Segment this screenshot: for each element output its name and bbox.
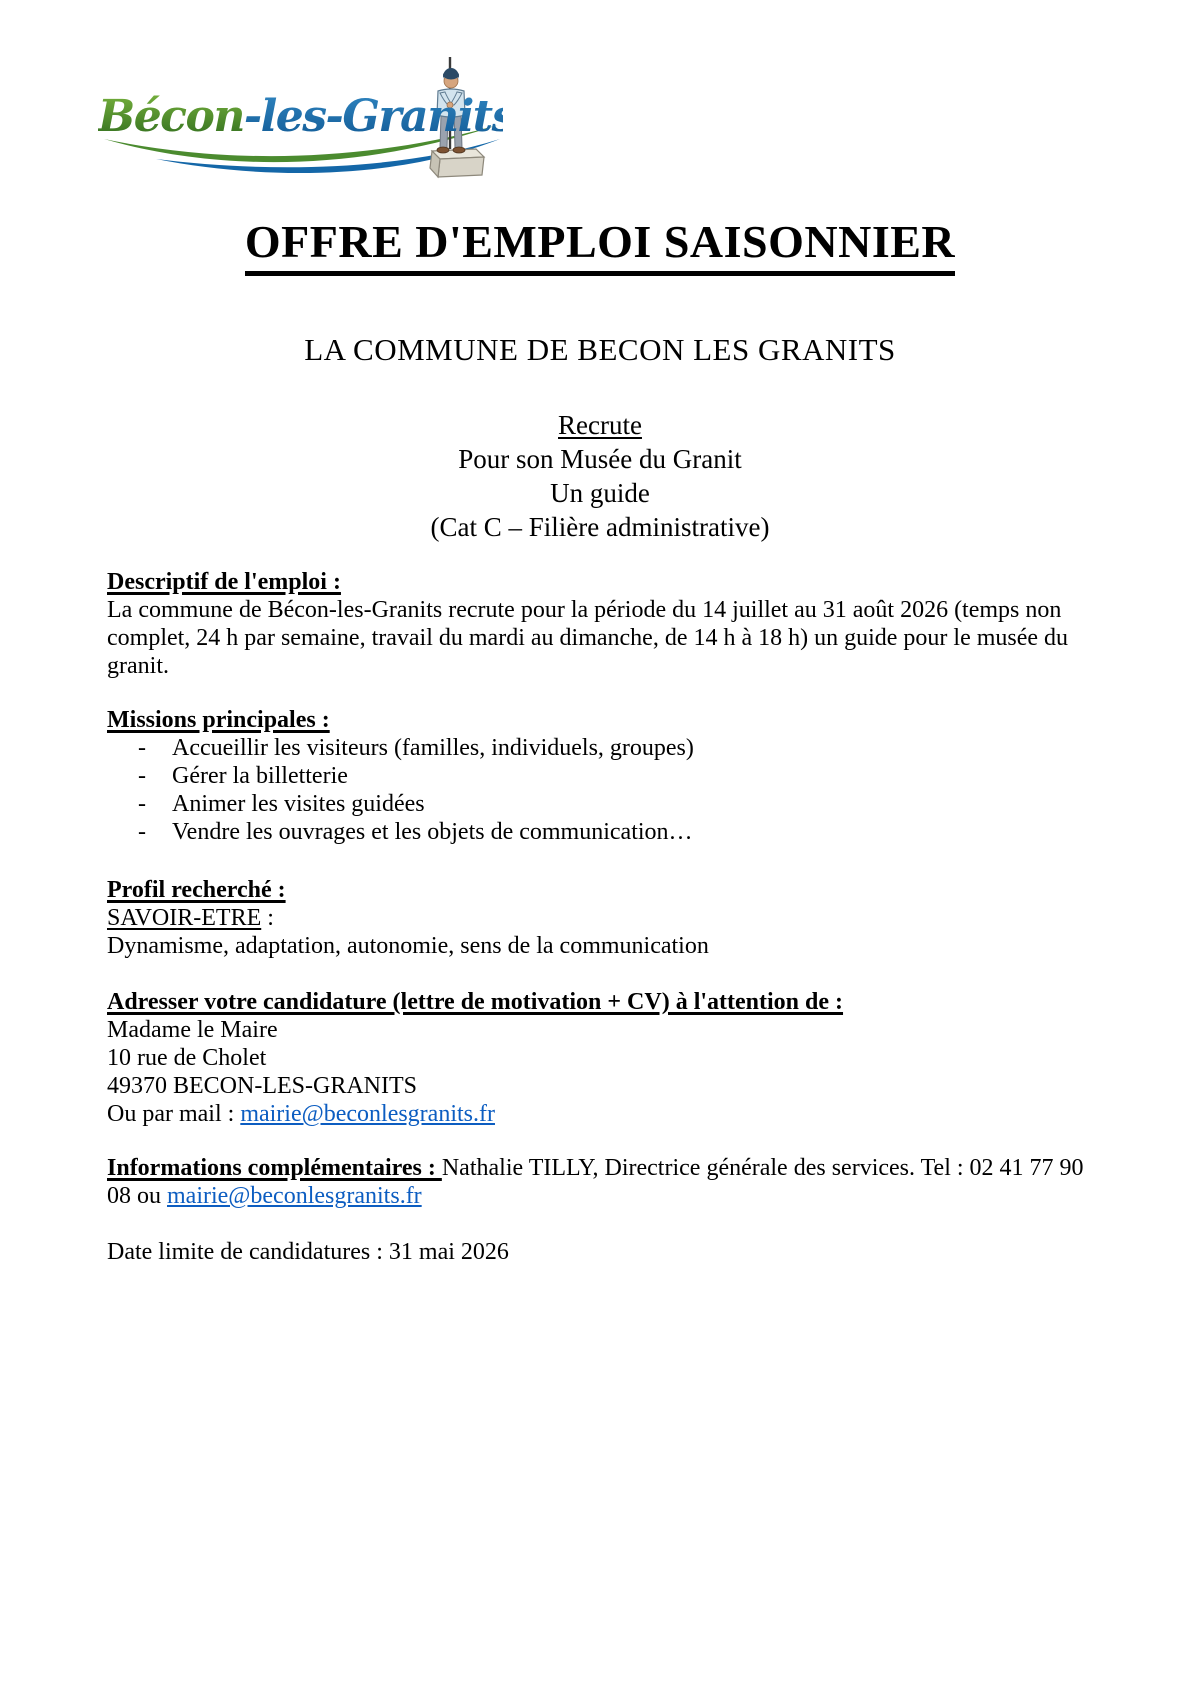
bullet-dash: - <box>138 763 146 789</box>
mission-item <box>107 790 1097 818</box>
deadline-line <box>107 1238 1097 1266</box>
section-candidature <box>107 988 1097 1128</box>
section-missions-heading: Missions principales : <box>107 707 330 733</box>
section-infos <box>107 1154 1097 1210</box>
infos-mail-link[interactable]: mairie@beconlesgranits.fr <box>167 1183 422 1209</box>
logo-word-les-granits: -les-Granits <box>243 91 503 142</box>
mission-item <box>107 734 1097 762</box>
section-candidature-heading: Adresser votre candidature (lettre de motivation + CV) à l'attention de : <box>107 989 844 1015</box>
candidature-mail-link[interactable]: mairie@beconlesgranits.fr <box>240 1101 495 1127</box>
savoir-etre-colon: : <box>261 905 274 931</box>
mission-item-text: Gérer la billetterie <box>172 763 348 789</box>
section-infos-heading: Informations complémentaires : <box>107 1155 442 1181</box>
address-line-ville: 49370 BECON-LES-GRANITS <box>107 1073 417 1099</box>
section-descriptif <box>107 568 1097 680</box>
subtitle-commune: LA COMMUNE DE BECON LES GRANITS <box>304 332 896 367</box>
address-line-rue: 10 rue de Cholet <box>107 1045 267 1071</box>
infos-paragraph <box>107 1154 1097 1210</box>
address-line-madame: Madame le Maire <box>107 1017 278 1043</box>
section-missions <box>107 706 1097 846</box>
commune-logo-image <box>98 55 503 179</box>
logo-wordmark <box>98 91 503 142</box>
savoir-etre-text: Dynamisme, adaptation, autonomie, sens de la communication <box>107 933 709 959</box>
infos-text: Nathalie TILLY, Directrice générale des services. Tel : 02 41 77 90 08 ou <box>107 1155 1084 1209</box>
commune-logo <box>98 55 503 179</box>
savoir-etre-line <box>107 904 1097 932</box>
intro-category: (Cat C – Filière administrative) <box>430 512 770 542</box>
mission-item-text: Vendre les ouvrages et les objets de communication… <box>172 819 693 845</box>
bullet-dash: - <box>138 791 146 817</box>
bullet-dash: - <box>138 819 146 845</box>
intro-musee: Pour son Musée du Granit <box>458 444 742 474</box>
section-profil <box>107 876 1097 960</box>
savoir-etre-label: SAVOIR-ETRE <box>107 905 262 931</box>
logo-word-becon: Bécon <box>98 91 244 142</box>
intro-guide: Un guide <box>550 478 650 508</box>
section-profil-heading: Profil recherché : <box>107 877 286 903</box>
mail-line <box>107 1100 1097 1128</box>
page-title: OFFRE D'EMPLOI SAISONNIER <box>245 218 955 276</box>
mission-item <box>107 818 1097 846</box>
document-body <box>107 568 1097 1266</box>
descriptif-body-text: La commune de Bécon-les-Granits recrute pour la période du 14 juillet au 31 août 2026 (temps non complet, 24 h par semaine, travail du mardi au dimanche, de 14 h à 18 h) un guide pour le musée du granit. <box>107 597 1069 679</box>
deadline-text: Date limite de candidatures : 31 mai 2026 <box>107 1239 509 1265</box>
mission-item-text: Accueillir les visiteurs (familles, individuels, groupes) <box>172 735 694 761</box>
bullet-dash: - <box>138 735 146 761</box>
section-descriptif-heading: Descriptif de l'emploi : <box>107 569 341 595</box>
intro-recrute: Recrute <box>558 410 642 440</box>
intro-block <box>0 408 1200 544</box>
mission-item <box>107 762 1097 790</box>
mail-prefix: Ou par mail : <box>107 1101 241 1127</box>
mission-item-text: Animer les visites guidées <box>172 791 425 817</box>
